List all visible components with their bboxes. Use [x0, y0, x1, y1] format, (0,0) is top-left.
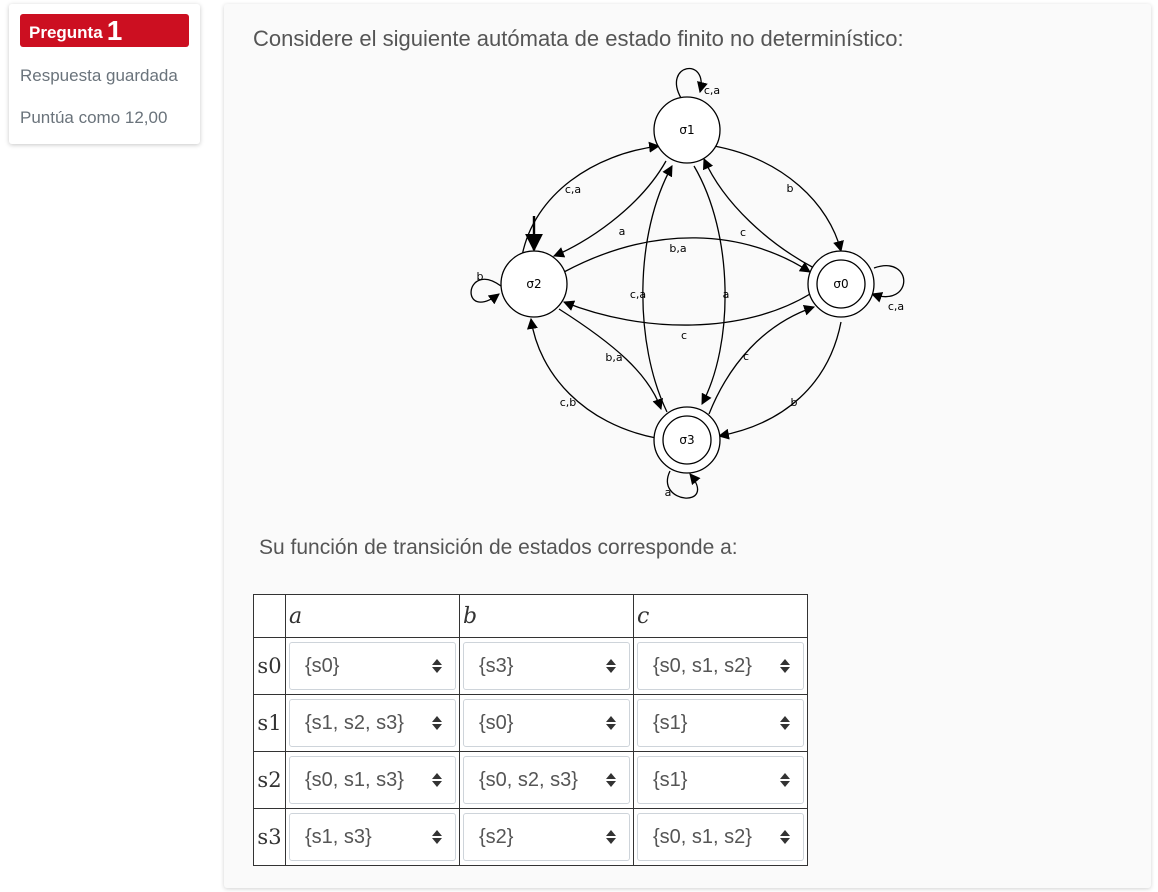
label-s2-s1: a: [618, 225, 626, 238]
label-s3-self: a: [664, 486, 672, 499]
updown-caret-icon: [606, 659, 616, 673]
edge-s0-s3: [719, 322, 841, 436]
select-s2-c[interactable]: [637, 756, 804, 804]
label-s1-s3: a: [722, 288, 730, 301]
column-header-b: b: [460, 595, 634, 638]
label-s1-s2: c,a: [564, 183, 582, 196]
select-value: {s2}: [479, 826, 514, 848]
updown-caret-icon: [606, 773, 616, 787]
table-header-row: [254, 595, 808, 638]
updown-caret-icon: [432, 716, 442, 730]
state-s3-label: σ3: [679, 433, 695, 447]
table-row: [254, 695, 808, 752]
select-value: {s0, s1, s3}: [305, 769, 404, 791]
table-row: [254, 809, 808, 866]
edge-s0-s2: [564, 294, 810, 325]
state-s1-label: σ1: [679, 123, 695, 137]
question-number-badge: [20, 14, 189, 47]
updown-caret-icon: [432, 659, 442, 673]
select-value: {s0}: [305, 655, 340, 677]
state-s2-label: σ2: [526, 277, 542, 291]
label-s0-s3: b: [790, 396, 798, 409]
label-s2-s0: b,a: [669, 242, 687, 255]
question-prompt: Considere el siguiente autómata de estado finito no determinístico:: [253, 26, 904, 51]
state-s0-label: σ0: [833, 277, 849, 291]
select-value: {s0, s1, s2}: [653, 826, 752, 848]
label-s0-self: c,a: [887, 300, 905, 313]
question-content: [224, 4, 1151, 888]
select-s0-a[interactable]: [289, 642, 456, 690]
question-info-panel: [9, 4, 200, 144]
edge-s1-self: [676, 68, 701, 98]
column-header-a: a: [286, 595, 460, 638]
updown-caret-icon: [780, 659, 790, 673]
select-value: {s1}: [653, 712, 688, 734]
label-s0-s2: c: [680, 329, 688, 342]
edge-s0-self: [872, 266, 904, 297]
question-label: Pregunta: [29, 23, 103, 42]
select-value: {s0}: [479, 712, 514, 734]
edge-s1-s3: [694, 166, 725, 404]
select-s3-b[interactable]: [463, 813, 630, 861]
select-value: {s1, s3}: [305, 826, 372, 848]
select-value: {s0, s1, s2}: [653, 655, 752, 677]
label-s3-s0: c: [742, 350, 750, 363]
edge-s1-s0: [714, 146, 841, 251]
select-s1-c[interactable]: [637, 699, 804, 747]
row-label-s2: s2: [254, 752, 286, 809]
row-label-s1: s1: [254, 695, 286, 752]
select-s1-b[interactable]: [463, 699, 630, 747]
updown-caret-icon: [606, 716, 616, 730]
select-s3-c[interactable]: [637, 813, 804, 861]
updown-caret-icon: [432, 773, 442, 787]
edge-s3-self: [664, 471, 697, 499]
transition-table-wrapper: [253, 594, 808, 866]
updown-caret-icon: [432, 830, 442, 844]
select-s0-c[interactable]: [637, 642, 804, 690]
column-header-c: c: [634, 595, 808, 638]
updown-caret-icon: [780, 716, 790, 730]
question-number: 1: [106, 15, 123, 46]
updown-caret-icon: [780, 830, 790, 844]
select-value: {s0, s2, s3}: [479, 769, 578, 791]
transition-table: [253, 594, 808, 866]
select-s2-b[interactable]: [463, 756, 630, 804]
label-s1-self: c,a: [703, 84, 721, 97]
select-s0-b[interactable]: [463, 642, 630, 690]
select-s3-a[interactable]: [289, 813, 456, 861]
label-s3-s2: c,b: [559, 396, 577, 409]
label-s0-s1: c: [739, 226, 747, 239]
row-label-s0: s0: [254, 638, 286, 695]
transition-prompt: Su función de transición de estados corresponde a:: [259, 536, 738, 559]
edge-s3-s1: [643, 166, 672, 412]
updown-caret-icon: [780, 773, 790, 787]
label-s2-self: b: [476, 270, 484, 283]
edge-s2-s1: [522, 146, 659, 256]
select-value: {s3}: [479, 655, 514, 677]
table-row: [254, 638, 808, 695]
select-value: {s1}: [653, 769, 688, 791]
select-s2-a[interactable]: [289, 756, 456, 804]
select-value: {s1, s2, s3}: [305, 712, 404, 734]
table-row: [254, 752, 808, 809]
question-grade: Puntúa como 12,00: [20, 108, 168, 127]
edge-s2-s0: [564, 238, 810, 272]
label-s2-s3: b,a: [605, 351, 623, 364]
select-s1-a[interactable]: [289, 699, 456, 747]
table-corner-cell: [254, 595, 286, 638]
question-state: Respuesta guardada: [20, 66, 178, 85]
label-s3-s1: c,a: [629, 288, 647, 301]
edge-s0-s1: [704, 159, 814, 268]
label-s1-s0: b: [786, 182, 794, 195]
automaton-diagram: [224, 4, 1151, 524]
row-label-s3: s3: [254, 809, 286, 866]
edge-s3-s2: [531, 319, 656, 438]
updown-caret-icon: [606, 830, 616, 844]
